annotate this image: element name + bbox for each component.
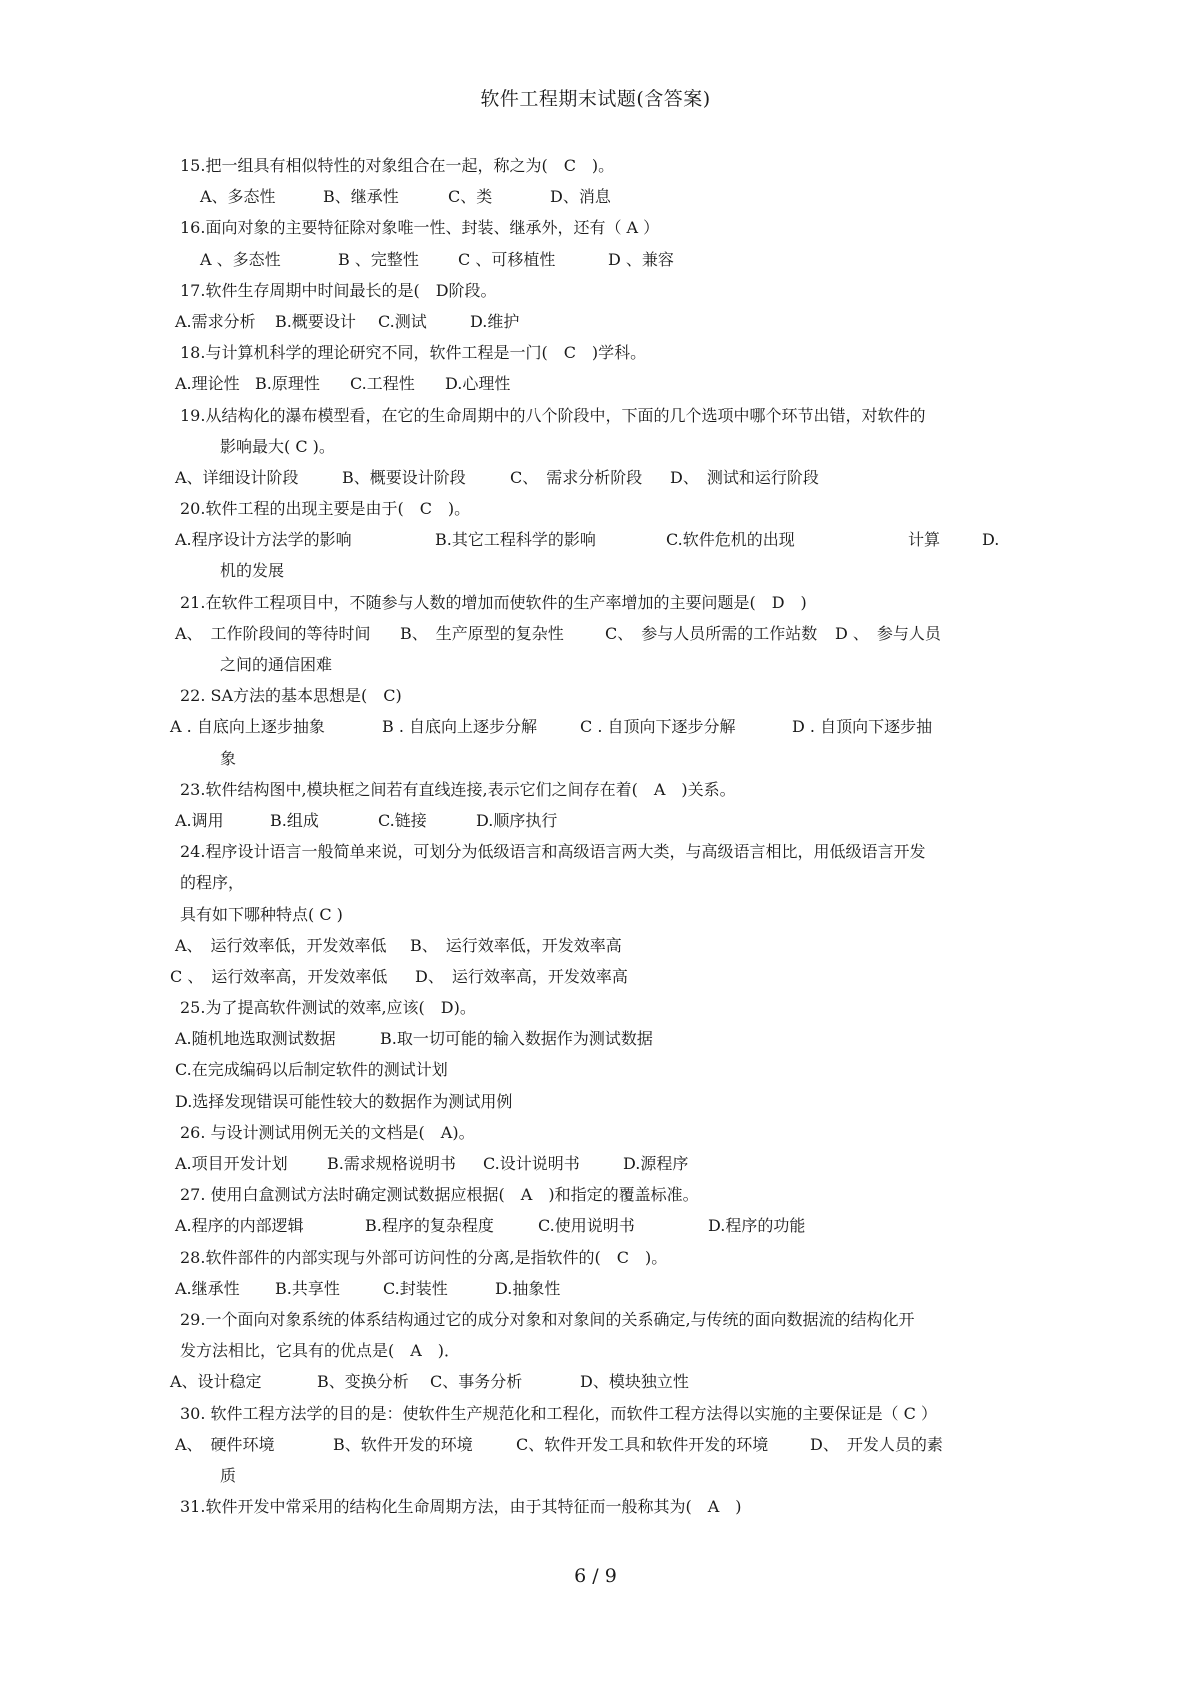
option-c: C、 需求分析阶段 [510, 467, 643, 487]
option-c: C.使用说明书 [538, 1216, 635, 1236]
question-21-options [175, 618, 1040, 649]
question-23-options [175, 805, 1040, 836]
option-d: D.抽象性 [495, 1278, 561, 1298]
option-c: C.软件危机的出现 [666, 530, 795, 550]
option-b: B、 运行效率低，开发效率高 [410, 935, 622, 955]
option-a: A、 硬件环境 [175, 1434, 275, 1454]
option-b: B、变换分析 [317, 1372, 409, 1392]
question-15-options [180, 181, 1040, 212]
option-b: B.取一切可能的输入数据作为测试数据 [380, 1029, 653, 1049]
option-a: A.随机地选取测试数据 [175, 1029, 336, 1049]
option-c: C、类 [448, 187, 493, 207]
option-b: B.程序的复杂程度 [365, 1216, 494, 1236]
option-a: A、详细设计阶段 [175, 467, 299, 487]
option-d: D.选择发现错误可能性较大的数据作为测试用例 [175, 1091, 513, 1111]
option-a: A.需求分析 [175, 311, 256, 331]
option-a: A . 自底向上逐步抽象 [170, 717, 325, 737]
question-19-options [175, 462, 1040, 493]
question-23-stem: 23.软件结构图中,模块框之间若有直线连接,表示它们之间存在着( A )关系。 [180, 779, 736, 799]
option-b: B 、完整性 [338, 249, 419, 269]
option-c: C 、 运行效率高，开发效率低 [170, 966, 388, 986]
option-b: B.共享性 [275, 1278, 340, 1298]
question-29-stem-2: 发方法相比，它具有的优点是( A )． [180, 1341, 461, 1361]
question-18-options [175, 368, 1040, 399]
option-a: A、 运行效率低，开发效率低 [175, 935, 387, 955]
option-c: C.链接 [378, 810, 427, 830]
question-20-options [175, 524, 1040, 555]
option-b: B.原理性 [255, 374, 320, 394]
question-30-options-cont: 质 [220, 1465, 237, 1485]
page-number: 6 / 9 [574, 1565, 617, 1587]
option-c: C、 参与人员所需的工作站数 [605, 623, 818, 643]
option-d: D 、 参与人员 [835, 623, 941, 643]
question-28-stem: 28.软件部件的内部实现与外部可访问性的分离,是指软件的( C )。 [180, 1247, 668, 1267]
option-c: C.在完成编码以后制定软件的测试计划 [175, 1060, 448, 1080]
option-b: B、 生产原型的复杂性 [400, 623, 564, 643]
option-d: D、 开发人员的素 [810, 1434, 943, 1454]
option-b: B.概要设计 [275, 311, 356, 331]
question-30-stem: 30. 软件工程方法学的目的是：使软件生产规范化和工程化，而软件工程方法得以实施的主要保证是（ C ） [180, 1403, 937, 1423]
option-a: A.理论性 [175, 374, 240, 394]
option-d: D、 运行效率高，开发效率高 [415, 966, 628, 986]
option-b: B、继承性 [323, 187, 399, 207]
option-a: A、 工作阶段间的等待时间 [175, 623, 371, 643]
question-26-options [175, 1148, 1040, 1179]
option-c: C.工程性 [350, 374, 415, 394]
question-17-options [175, 306, 1040, 337]
option-d: D.源程序 [623, 1154, 689, 1173]
question-29-stem: 29.一个面向对象系统的体系结构通过它的成分对象和对象间的关系确定,与传统的面向数据流的结构化开 [180, 1309, 915, 1329]
question-27-stem: 27. 使用白盒测试方法时确定测试数据应根据( A )和指定的覆盖标准。 [180, 1185, 699, 1205]
question-25-option-d [175, 1086, 1040, 1117]
option-c: C.测试 [378, 311, 427, 331]
question-31-stem: 31.软件开发中常采用的结构化生命周期方法，由于其特征而一般称其为( A ) [180, 1497, 742, 1517]
option-a: A.程序设计方法学的影响 [175, 530, 352, 550]
question-22-options [170, 711, 1040, 742]
question-24-options-ab [175, 930, 1040, 961]
question-21-options-cont: 之间的通信困难 [220, 655, 333, 674]
question-26-stem: 26. 与设计测试用例无关的文档是( A)。 [180, 1122, 475, 1142]
question-24-stem: 24.程序设计语言一般简单来说，可划分为低级语言和高级语言两大类，与高级语言相比，用低级语言开发 [180, 842, 926, 862]
option-d: D、消息 [550, 187, 611, 207]
option-d-part: 计算 [908, 530, 941, 550]
question-24-stem-3: 具有如下哪种特点( C ) [180, 904, 343, 924]
question-24-options-cd [170, 961, 1040, 992]
question-20-stem: 20.软件工程的出现主要是由于( C )。 [180, 499, 471, 519]
question-22-stem: 22. SA方法的基本思想是( C) [180, 686, 402, 706]
option-b: B . 自底向上逐步分解 [382, 717, 538, 737]
question-25-stem: 25.为了提高软件测试的效率,应该( D)。 [180, 998, 476, 1018]
option-d: D 、兼容 [608, 249, 674, 269]
question-16-options [180, 244, 1040, 275]
question-list [170, 150, 1040, 1522]
option-b: B.组成 [270, 810, 319, 830]
option-c: C、软件开发工具和软件开发的环境 [516, 1434, 769, 1454]
document-title: 软件工程期末试题(含答案) [480, 88, 711, 110]
question-30-options [175, 1429, 1040, 1460]
option-d: D.维护 [470, 311, 520, 331]
option-d: D.顺序执行 [476, 810, 558, 830]
question-25-options-ab [175, 1023, 1040, 1054]
option-a: A 、多态性 [200, 249, 281, 269]
option-d: D.程序的功能 [708, 1216, 806, 1236]
option-b: B.需求规格说明书 [327, 1154, 456, 1173]
option-d: D. [982, 530, 1000, 550]
option-d: D.心理性 [445, 374, 511, 394]
question-28-options [175, 1273, 1040, 1304]
option-a: A、设计稳定 [170, 1372, 262, 1392]
option-c: C.封装性 [383, 1278, 448, 1298]
option-a: A.程序的内部逻辑 [175, 1216, 304, 1236]
question-25-option-c [175, 1054, 1040, 1085]
option-c: C.设计说明书 [483, 1154, 580, 1173]
question-19-stem: 19.从结构化的瀑布模型看，在它的生命周期中的八个阶段中，下面的几个选项中哪个环节出错，对软件的 [180, 405, 926, 425]
question-27-options [175, 1210, 1040, 1241]
question-21-stem: 21.在软件工程项目中，不随参与人数的增加而使软件的生产率增加的主要问题是( D ) [180, 592, 807, 612]
question-29-options [170, 1366, 1040, 1397]
option-a: A.继承性 [175, 1278, 240, 1298]
option-d: D . 自顶向下逐步抽 [792, 717, 933, 737]
option-b: B、概要设计阶段 [342, 467, 466, 487]
option-c: C . 自顶向下逐步分解 [580, 717, 736, 737]
question-17-stem: 17.软件生存周期中时间最长的是( D阶段。 [180, 280, 497, 300]
option-c: C、事务分析 [430, 1372, 523, 1392]
question-24-stem-2: 的程序， [180, 873, 245, 893]
option-c: C 、可移植性 [458, 249, 556, 269]
question-16-stem: 16.面向对象的主要特征除对象唯一性、封装、继承外，还有（ A ） [180, 218, 660, 238]
question-22-options-cont: 象 [220, 748, 237, 768]
option-a: A、多态性 [200, 187, 276, 207]
option-b: B.其它工程科学的影响 [435, 530, 596, 550]
option-a: A.调用 [175, 810, 224, 830]
option-d: D、 测试和运行阶段 [670, 467, 819, 487]
option-d: D、模块独立性 [580, 1372, 689, 1392]
question-19-stem-cont: 影响最大( C )。 [220, 436, 335, 456]
question-15-stem: 15.把一组具有相似特性的对象组合在一起，称之为( C )。 [180, 156, 615, 175]
question-18-stem: 18.与计算机科学的理论研究不同，软件工程是一门( C )学科。 [180, 343, 647, 363]
question-20-options-cont: 机的发展 [220, 561, 285, 581]
option-a: A.项目开发计划 [175, 1154, 288, 1173]
option-b: B、软件开发的环境 [333, 1434, 473, 1454]
